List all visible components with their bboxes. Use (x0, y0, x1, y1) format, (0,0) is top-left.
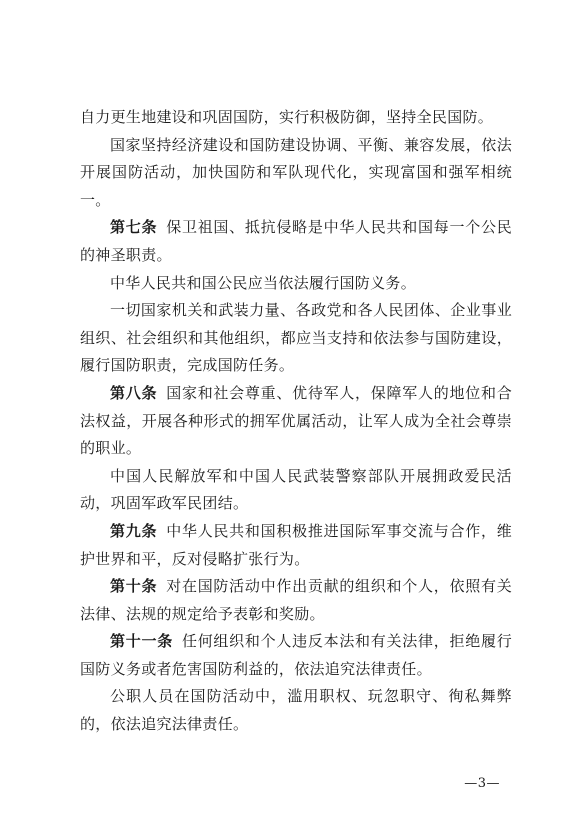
page-body (80, 104, 512, 739)
paragraph-text: 公职人员在国防活动中，滥用职权、玩忽职守、徇私舞弊的，依法追究法律责任。 (80, 687, 512, 734)
paragraph-text: 中华人民共和国积极推进国际军事交流与合作，维护世界和平，反对侵略扩张行为。 (80, 521, 512, 568)
paragraph (80, 380, 512, 463)
paragraph-text: 保卫祖国、抵抗侵略是中华人民共和国每一个公民的神圣职责。 (80, 218, 512, 264)
paragraph (80, 104, 512, 132)
paragraph-text: 自力更生地建设和巩固国防，实行积极防御，坚持全民国防。 (80, 108, 494, 126)
paragraph-text: 任何组织和个人违反本法和有关法律，拒绝履行国防义务或者危害国防利益的，依法追究法律责任。 (80, 632, 512, 678)
paragraph (80, 463, 512, 518)
paragraph-text: 对在国防活动中作出贡献的组织和个人，依照有关法律、法规的规定给予表彰和奖励。 (80, 577, 512, 623)
article-heading: 第十条 (110, 577, 158, 596)
page-number: —3— (464, 776, 500, 791)
paragraph-text: 一切国家机关和武装力量、各政党和各人民团体、企业事业组织、社会组织和其他组织，都应当支持和依法参与国防建设，履行国防职责，完成国防任务。 (80, 301, 512, 375)
paragraph-text: 国家坚持经济建设和国防建设协调、平衡、兼容发展，依法开展国防活动，加快国防和军队现代化，实现富国和强军相统一。 (80, 135, 512, 209)
article-heading: 第八条 (110, 383, 158, 402)
article-heading: 第七条 (110, 218, 158, 237)
paragraph-text: 中国人民解放军和中国人民武装警察部队开展拥政爱民活动，巩固军政军民团结。 (80, 466, 512, 513)
paragraph-text: 中华人民共和国公民应当依法履行国防义务。 (110, 273, 417, 292)
paragraph (80, 518, 512, 573)
paragraph (80, 214, 512, 269)
paragraph (80, 573, 512, 628)
paragraph (80, 628, 512, 683)
paragraph (80, 270, 512, 298)
article-heading: 第十一条 (110, 632, 173, 651)
paragraph-text: 国家和社会尊重、优待军人，保障军人的地位和合法权益，开展各种形式的拥军优属活动，让军人成为全社会尊崇的职业。 (80, 383, 512, 458)
paragraph (80, 132, 512, 215)
paragraph (80, 297, 512, 380)
article-heading: 第九条 (110, 521, 158, 540)
paragraph (80, 683, 512, 738)
